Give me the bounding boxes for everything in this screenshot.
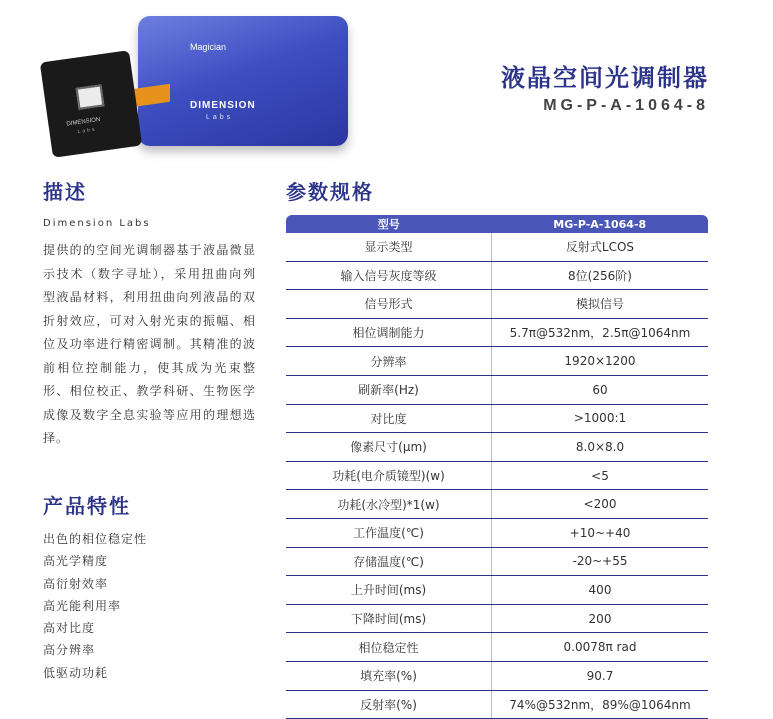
spec-label: 相位稳定性 xyxy=(286,633,492,662)
spec-label: 输入信号灰度等级 xyxy=(286,261,492,290)
spec-label: 工作温度(℃) xyxy=(286,518,492,547)
lcos-panel xyxy=(76,84,105,109)
spec-header-label: 型号 xyxy=(286,215,492,233)
spec-label: 存储温度(℃) xyxy=(286,547,492,576)
spec-label: 填充率(%) xyxy=(286,661,492,690)
features-heading: 产品特性 xyxy=(43,494,131,518)
spec-label: 信号形式 xyxy=(286,290,492,319)
feature-item: 高分辨率 xyxy=(43,643,96,658)
spec-row xyxy=(286,690,708,719)
spec-label: 分辨率 xyxy=(286,347,492,376)
mount-brand-text: DIMENSION xyxy=(66,116,101,128)
mount-brand-sub-text: Labs xyxy=(77,126,97,136)
spec-value: <5 xyxy=(492,461,709,490)
spec-value: 反射式LCOS xyxy=(492,233,709,261)
spec-value: 1920×1200 xyxy=(492,347,709,376)
feature-item: 高光学精度 xyxy=(43,554,109,569)
specs-heading: 参数规格 xyxy=(286,180,374,204)
spec-value: +10~+40 xyxy=(492,518,709,547)
spec-label: 像素尺寸(μm) xyxy=(286,433,492,462)
product-model: MG-P-A-1064-8 xyxy=(543,97,709,114)
spec-value: 8位(256阶) xyxy=(492,261,709,290)
spec-row xyxy=(286,261,708,290)
description-text: 提供的的空间光调制器基于液晶微显示技术（数字寻址），采用扭曲向列型液晶材料，利用扭曲向列液晶的双折射效应，可对入射光束的振幅、相位及功率进行精密调制。其精准的波前相位控制能力，使其成为光束整形、相位校正、教学科研、生物医学成像及数字全息实验等应用的理想选择。 xyxy=(43,243,256,445)
spec-row xyxy=(286,347,708,376)
spec-header-value: MG-P-A-1064-8 xyxy=(492,215,709,233)
spec-label: 反射率(%) xyxy=(286,690,492,719)
spec-value: >1000:1 xyxy=(492,404,709,433)
spec-header-row xyxy=(286,215,708,233)
slm-head-mount xyxy=(40,50,142,158)
spec-label: 下降时间(ms) xyxy=(286,604,492,633)
box-brand-text: DIMENSION xyxy=(190,100,256,111)
spec-row xyxy=(286,661,708,690)
spec-value: -20~+55 xyxy=(492,547,709,576)
feature-item: 高衍射效率 xyxy=(43,576,109,591)
spec-label: 功耗(电介质镜型)(w) xyxy=(286,461,492,490)
spec-label: 上升时间(ms) xyxy=(286,576,492,605)
spec-label: 对比度 xyxy=(286,404,492,433)
spec-value: 74%@532nm，89%@1064nm xyxy=(492,690,709,719)
spec-row xyxy=(286,633,708,662)
box-logo-text: Magician xyxy=(190,42,227,52)
spec-row xyxy=(286,604,708,633)
spec-row xyxy=(286,547,708,576)
spec-value: 60 xyxy=(492,375,709,404)
spec-value: 0.0078π rad xyxy=(492,633,709,662)
spec-value: 5.7π@532nm，2.5π@1064nm xyxy=(492,318,709,347)
box-brand-sub-text: Labs xyxy=(206,114,234,121)
spec-label: 功耗(水冷型)*1(w) xyxy=(286,490,492,519)
feature-item: 高光能利用率 xyxy=(43,598,122,613)
spec-value: 90.7 xyxy=(492,661,709,690)
spec-value: 200 xyxy=(492,604,709,633)
spec-value: 8.0×8.0 xyxy=(492,433,709,462)
spec-value: 模拟信号 xyxy=(492,290,709,319)
spec-row xyxy=(286,233,708,261)
spec-label: 显示类型 xyxy=(286,233,492,261)
spec-value: <200 xyxy=(492,490,709,519)
spec-row xyxy=(286,375,708,404)
spec-row xyxy=(286,404,708,433)
product-image xyxy=(38,8,398,158)
spec-row xyxy=(286,433,708,462)
spec-table xyxy=(286,215,708,719)
description-heading: 描述 xyxy=(43,180,87,204)
spec-body xyxy=(286,233,708,719)
spec-row xyxy=(286,518,708,547)
feature-item: 高对比度 xyxy=(43,621,96,636)
spec-row xyxy=(286,490,708,519)
spec-row xyxy=(286,576,708,605)
brand-name: Dimension Labs xyxy=(43,218,151,229)
spec-row xyxy=(286,318,708,347)
feature-item: 低驱动功耗 xyxy=(43,665,109,680)
spec-value: 400 xyxy=(492,576,709,605)
slm-controller-box xyxy=(138,16,348,146)
product-title: 液晶空间光调制器 xyxy=(501,64,709,92)
spec-row xyxy=(286,290,708,319)
spec-row xyxy=(286,461,708,490)
spec-label: 刷新率(Hz) xyxy=(286,375,492,404)
feature-item: 出色的相位稳定性 xyxy=(43,532,148,546)
spec-label: 相位调制能力 xyxy=(286,318,492,347)
features-list xyxy=(43,528,147,684)
